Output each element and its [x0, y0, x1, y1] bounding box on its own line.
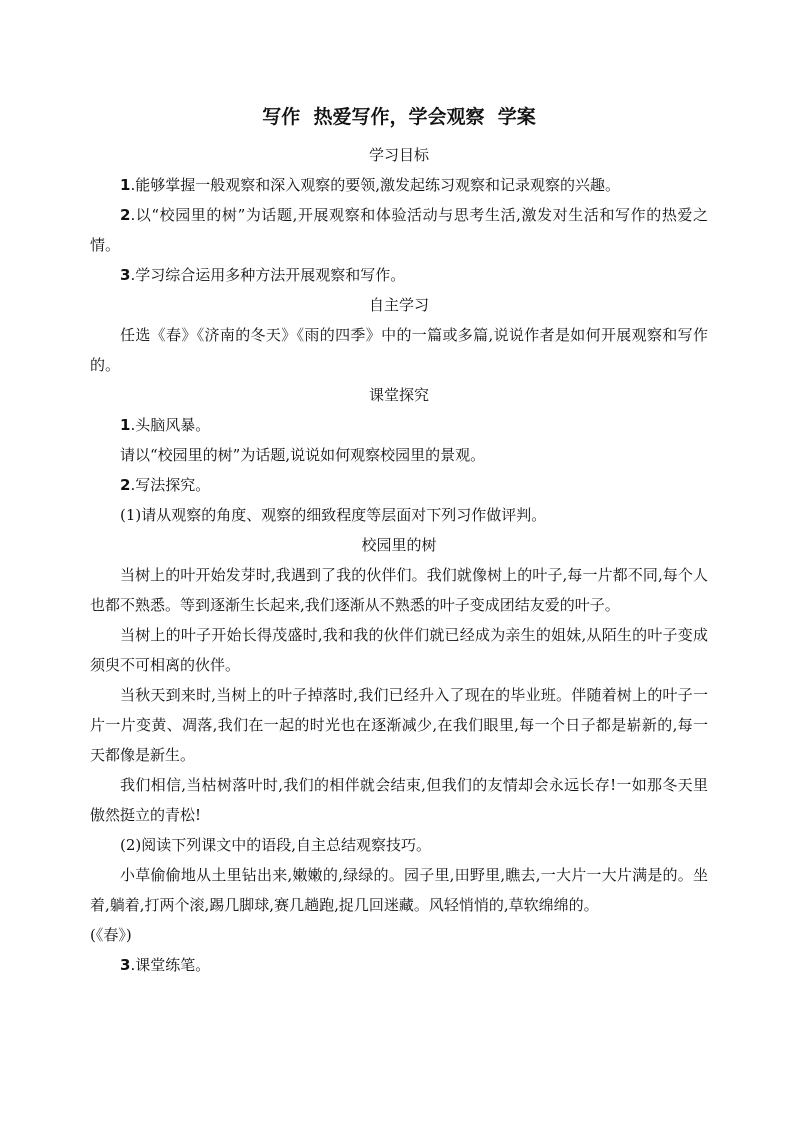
inquiry-item-1	[90, 410, 708, 440]
self-study-text: 任选《春》《济南的冬天》《雨的四季》中的一篇或多篇,说说作者是如何开展观察和写作的。	[90, 326, 708, 374]
inquiry-item-2-sub-2: (2)阅读下列课文中的语段,自主总结观察技巧。	[120, 836, 432, 854]
inquiry-number-2: 2	[120, 476, 131, 494]
heading-self-study: 自主学习	[368, 296, 429, 314]
inquiry-text-1: .头脑风暴。	[130, 416, 211, 434]
inquiry-text-3: .课堂练笔。	[130, 956, 211, 974]
goal-number-3: 3	[120, 266, 131, 284]
goal-text-3: .学习综合运用多种方法开展观察和写作。	[130, 266, 406, 284]
heading-learning-goals: 学习目标	[368, 146, 429, 164]
essay-paragraph-4: 我们相信,当枯树落叶时,我们的相伴就会结束,但我们的友情却会永远长存!一如那冬天里傲然挺立的青松!	[90, 776, 708, 824]
inquiry-number-1: 1	[120, 416, 131, 434]
inquiry-item-1-desc: 请以“校园里的树”为话题,说说如何观察校园里的景观。	[120, 446, 486, 464]
excerpt-source: (《春》)	[90, 926, 132, 944]
goal-number-1: 1	[120, 176, 131, 194]
goal-text-2: .以“校园里的树”为话题,开展观察和体验活动与思考生活,激发对生活和写作的热爱之情。	[90, 206, 708, 254]
goal-item-2	[90, 200, 708, 260]
heading-class-inquiry: 课堂探究	[368, 386, 429, 404]
document-content	[90, 100, 708, 980]
essay-paragraph-1: 当树上的叶开始发芽时,我遇到了我的伙伴们。我们就像树上的叶子,每一片都不同,每个人也都不熟悉。等到逐渐生长起来,我们逐渐从不熟悉的叶子变成团结友爱的叶子。	[90, 566, 708, 614]
inquiry-item-2	[90, 470, 708, 500]
essay-paragraph-3: 当秋天到来时,当树上的叶子掉落时,我们已经升入了现在的毕业班。伴随着树上的叶子一片一片变黄、凋落,我们在一起的时光也在逐渐减少,在我们眼里,每一个日子都是崭新的,每一天都像是新生。	[90, 686, 708, 764]
goal-item-1	[90, 170, 708, 200]
inquiry-item-2-sub-1: (1)请从观察的角度、观察的细致程度等层面对下列习作做评判。	[120, 506, 547, 524]
inquiry-item-3	[90, 950, 708, 980]
inquiry-text-2: .写法探究。	[130, 476, 211, 494]
goal-text-1: .能够掌握一般观察和深入观察的要领,激发起练习观察和记录观察的兴趣。	[130, 176, 620, 194]
document-title: 写作 热爱写作，学会观察 学案	[262, 106, 536, 128]
text-excerpt: 小草偷偷地从土里钻出来,嫩嫩的,绿绿的。园子里,田野里,瞧去,一大片一大片满是的。坐着,躺着,打两个滚,踢几脚球,赛几趟跑,捉几回迷藏。风轻悄悄的,草软绵绵的。	[90, 866, 708, 914]
goal-number-2: 2	[120, 206, 131, 224]
essay-paragraph-2: 当树上的叶子开始长得茂盛时,我和我的伙伴们就已经成为亲生的姐妹,从陌生的叶子变成须臾不可相离的伙伴。	[90, 626, 708, 674]
inquiry-number-3: 3	[120, 956, 131, 974]
goal-item-3	[90, 260, 708, 290]
essay-title: 校园里的树	[361, 536, 437, 554]
